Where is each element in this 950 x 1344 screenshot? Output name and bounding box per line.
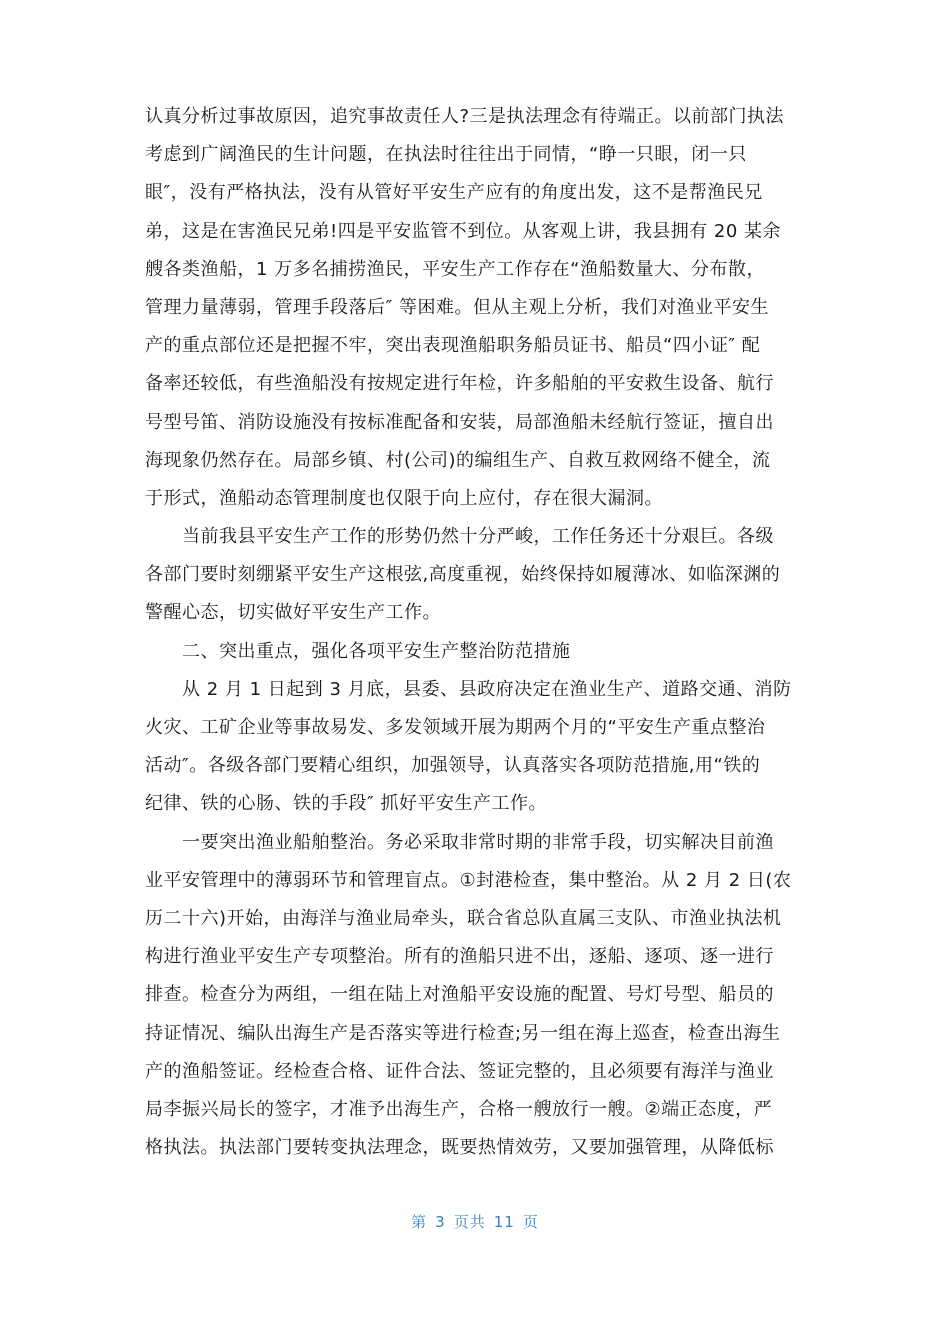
page-footer xyxy=(0,1211,950,1232)
text-line: 各部门要时刻绷紧平安生产这根弦,高度重视，始终保持如履薄冰、如临深渊的 xyxy=(145,564,781,586)
text-line: 认真分析过事故原因，追究事故责任人?三是执法理念有待端正。以前部门执法 xyxy=(145,106,785,127)
text-line: 弟，这是在害渔民兄弟!四是平安监管不到位。从客观上讲，我县拥有 20 某余 xyxy=(145,220,782,242)
text-line: 从 2 月 1 日起到 3 月底，县委、县政府决定在渔业生产、道路交通、消防 xyxy=(145,678,792,700)
text-line: 排查。检查分为两组，一组在陆上对渔船平安设施的配置、号灯号型、船员的 xyxy=(145,984,774,1006)
text-line: 警醒心态，切实做好平安生产工作。 xyxy=(145,602,441,624)
text-line: 海现象仍然存在。局部乡镇、村(公司)的编组生产、自救互救网络不健全，流 xyxy=(145,449,771,471)
footer-prefix: 第 xyxy=(411,1213,428,1231)
text-line: 考虑到广阔渔民的生计问题，在执法时往往出于同情，“睁一只眼，闭一只 xyxy=(145,144,747,166)
text-line: 历二十六)开始，由海洋与渔业局牵头，联合省总队直属三支队、市渔业执法机 xyxy=(145,907,782,929)
text-line: 格执法。执法部门要转变执法理念，既要热情效劳，又要加强管理，从降低标 xyxy=(145,1137,774,1159)
text-line: 火灾、工矿企业等事故易发、多发领域开展为期两个月的“平安生产重点整治 xyxy=(145,717,766,738)
text-line: 二、突出重点，强化各项平安生产整治防范措施 xyxy=(145,640,571,662)
text-line: 产的渔船签证。经检查合格、证件合法、签证完整的，且必须要有海洋与渔业 xyxy=(145,1060,774,1082)
page-body xyxy=(145,98,809,1167)
current-page-number: 3 xyxy=(435,1213,446,1231)
text-line: 当前我县平安生产工作的形势仍然十分严峻，工作任务还十分艰巨。各级 xyxy=(145,526,774,548)
text-line: 活动″。各级各部门要精心组织，加强领导，认真落实各项防范措施,用“铁的 xyxy=(145,755,761,777)
text-line: 构进行渔业平安生产专项整治。所有的渔船只进不出，逐船、逐项、逐一进行 xyxy=(145,946,774,968)
text-line: 号型号笛、消防设施没有按标准配备和安装，局部渔船未经航行签证，擅自出 xyxy=(145,411,774,433)
total-pages-number: 11 xyxy=(493,1213,515,1231)
text-line: 业平安管理中的薄弱环节和管理盲点。①封港检查，集中整治。从 2 月 2 日(农 xyxy=(145,869,792,891)
text-line: 产的重点部位还是把握不牢，突出表现渔船职务船员证书、船员“四小证″ 配 xyxy=(145,335,761,357)
text-line: 备率还较低，有些渔船没有按规定进行年检，许多船舶的平安救生设备、航行 xyxy=(145,373,774,395)
text-line: 艘各类渔船，1 万多名捕捞渔民，平安生产工作存在“渔船数量大、分布散， xyxy=(145,258,765,280)
text-line: 局李振兴局长的签字，才准予出海生产，合格一艘放行一艘。②端正态度，严 xyxy=(145,1098,773,1120)
footer-middle: 页共 xyxy=(453,1213,486,1231)
text-line: 持证情况、编队出海生产是否落实等进行检查;另一组在海上巡查，检查出海生 xyxy=(145,1022,781,1044)
text-line: 纪律、铁的心肠、铁的手段″ 抓好平安生产工作。 xyxy=(145,793,547,815)
text-line: 一要突出渔业船舶整治。务必采取非常时期的非常手段，切实解决目前渔 xyxy=(145,831,774,853)
text-line: 管理力量薄弱，管理手段落后″ 等困难。但从主观上分析，我们对渔业平安生 xyxy=(145,296,769,318)
text-line: 眼″，没有严格执法，没有从管好平安生产应有的角度出发，这不是帮渔民兄 xyxy=(145,182,763,204)
footer-suffix: 页 xyxy=(522,1213,539,1231)
text-line: 于形式，渔船动态管理制度也仅限于向上应付，存在很大漏洞。 xyxy=(145,487,663,509)
